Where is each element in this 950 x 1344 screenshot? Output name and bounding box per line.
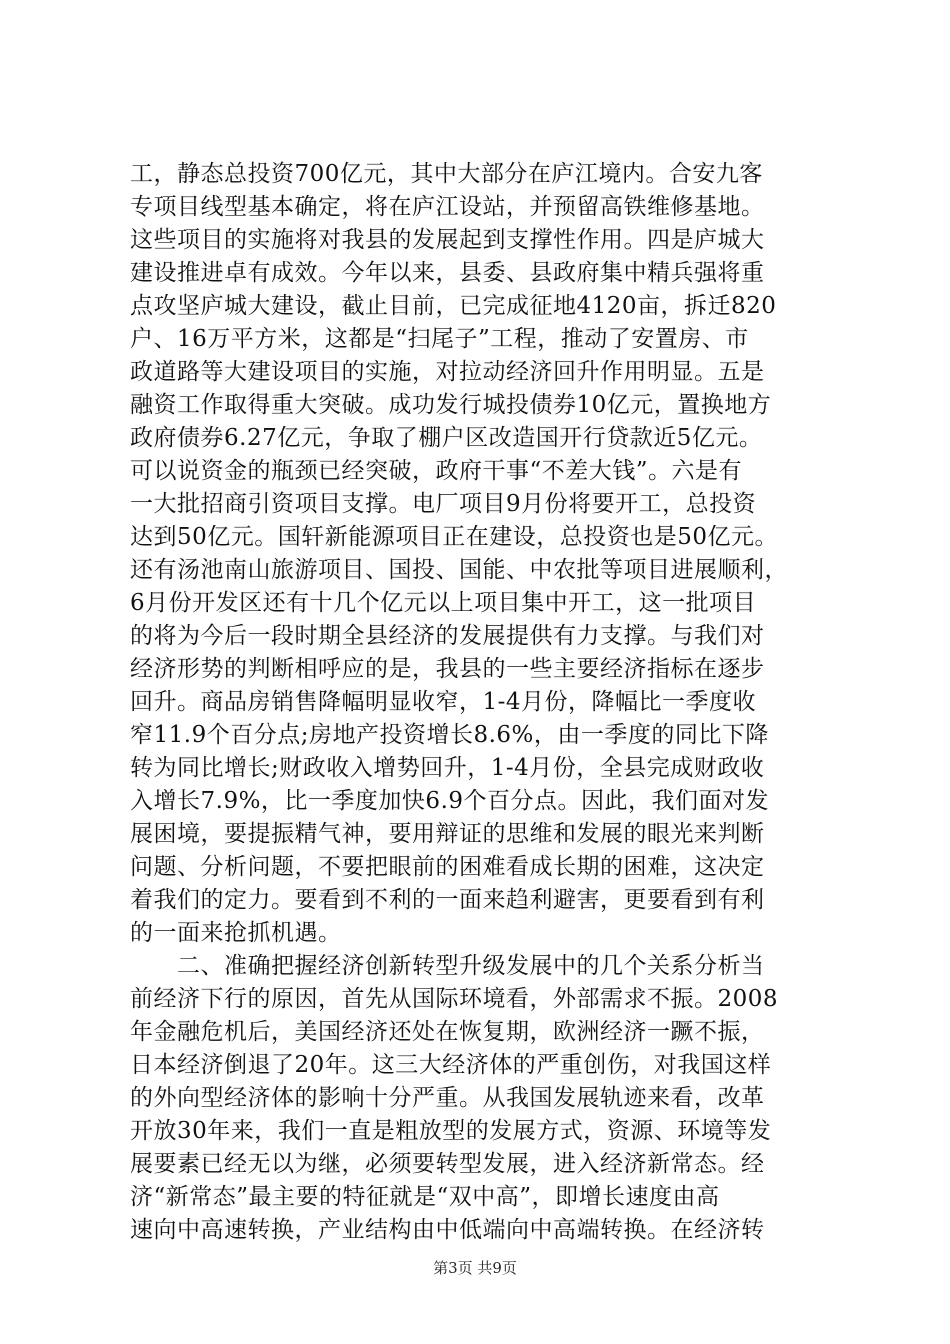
page-footer	[0, 1258, 950, 1278]
text-line: 政道路等大建设项目的实施，对拉动经济回升作用明显。五是	[130, 359, 765, 385]
text-line: 着我们的定力。要看到不利的一面来趋利避害，更要看到有利	[130, 887, 765, 913]
text-line: 转为同比增长;财政收入增势回升，1-4月份，全县完成财政收	[130, 755, 765, 781]
text-line: 开放30年来，我们一直是粗放型的发展方式，资源、环境等发	[130, 1118, 772, 1144]
text-line: 的外向型经济体的影响十分严重。从我国发展轨迹来看，改革	[130, 1085, 765, 1111]
text-line: 点攻坚庐城大建设，截止目前，已完成征地4120亩，拆迁820	[130, 293, 777, 319]
text-line: 专项目线型基本确定，将在庐江设站，并预留高铁维修基地。	[130, 194, 765, 220]
text-line: 政府债券6.27亿元，争取了棚户区改造国开行贷款近5亿元。	[130, 425, 763, 451]
text-line: 日本经济倒退了20年。这三大经济体的严重创伤，对我国这样	[130, 1052, 772, 1078]
text-line: 的一面来抢抓机遇。	[130, 920, 342, 946]
body-text	[130, 158, 828, 1247]
text-line: 前经济下行的原因，首先从国际环境看，外部需求不振。2008	[130, 986, 779, 1012]
text-line: 展要素已经无以为继，必须要转型发展，进入经济新常态。经	[130, 1151, 765, 1177]
text-line: 经济形势的判断相呼应的是，我县的一些主要经济指标在逐步	[130, 656, 765, 682]
text-line: 工，静态总投资700亿元，其中大部分在庐江境内。合安九客	[130, 161, 763, 187]
text-line: 户、16万平方米，这都是“扫尾子”工程，推动了安置房、市	[130, 326, 749, 352]
text-line: 融资工作取得重大突破。成功发行城投债券10亿元，置换地方	[130, 392, 772, 418]
text-line: 可以说资金的瓶颈已经突破，政府干事“不差大钱”。六是有	[130, 458, 743, 484]
text-line: 还有汤池南山旅游项目、国投、国能、中农批等项目进展顺利，	[130, 557, 788, 583]
text-line: 展困境，要提振精气神，要用辩证的思维和发展的眼光来判断	[130, 821, 765, 847]
page-number-label: 第3页 共9页	[433, 1259, 517, 1277]
text-line: 入增长7.9%，比一季度加快6.9个百分点。因此，我们面对发	[130, 788, 770, 814]
text-line: 达到50亿元。国轩新能源项目正在建设，总投资也是50亿元。	[130, 524, 779, 550]
text-line: 窄11.9个百分点;房地产投资增长8.6%，由一季度的同比下降	[130, 722, 769, 748]
text-line: 回升。商品房销售降幅明显收窄，1-4月份，降幅比一季度收	[130, 689, 757, 715]
text-line: 6月份开发区还有十几个亿元以上项目集中开工，这一批项目	[130, 590, 757, 616]
text-line: 二、准确把握经济创新转型升级发展中的几个关系分析当	[130, 953, 765, 979]
text-line: 一大批招商引资项目支撑。电厂项目9月份将要开工，总投资	[130, 491, 757, 517]
text-line: 的将为今后一段时期全县经济的发展提供有力支撑。与我们对	[130, 623, 765, 649]
text-line: 济“新常态”最主要的特征就是“双中高”，即增长速度由高	[130, 1184, 720, 1210]
text-line: 速向中高速转换，产业结构由中低端向中高端转换。在经济转	[130, 1217, 765, 1243]
text-line: 建设推进卓有成效。今年以来，县委、县政府集中精兵强将重	[130, 260, 765, 286]
text-line: 这些项目的实施将对我县的发展起到支撑性作用。四是庐城大	[130, 227, 765, 253]
text-line: 年金融危机后，美国经济还处在恢复期，欧洲经济一蹶不振，	[130, 1019, 765, 1045]
text-line: 问题、分析问题，不要把眼前的困难看成长期的困难，这决定	[130, 854, 765, 880]
